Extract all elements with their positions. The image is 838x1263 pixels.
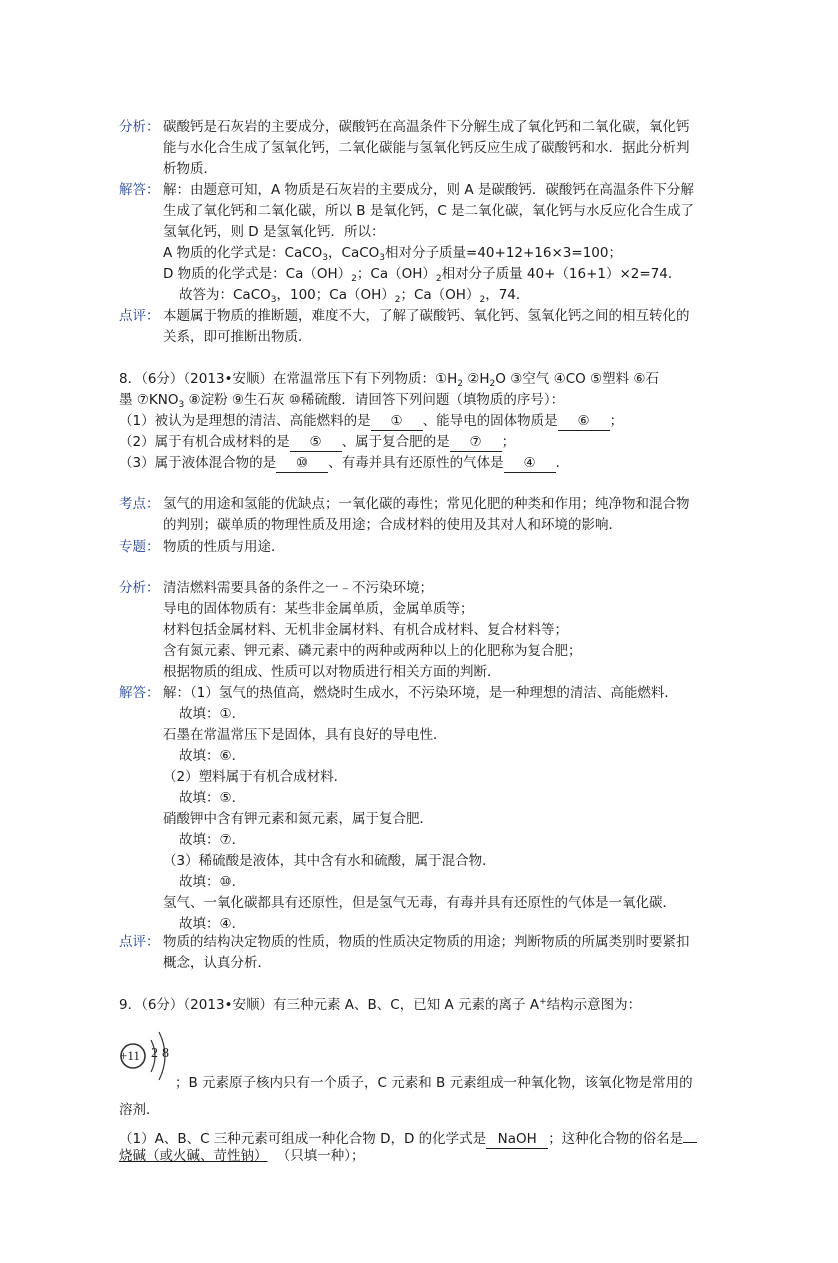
q7-analysis: [119, 117, 719, 180]
shell-1-electrons: 2: [151, 1046, 158, 1061]
answer-blank: NaOH: [486, 1131, 548, 1149]
answer-blank: ⑦: [450, 434, 502, 452]
part-1: （1）A、B、C 三种元素可组成一种化合物 D，D 的化学式是 NaOH ；这种化合物的俗名是: [119, 1125, 739, 1146]
text-line: 清洁燃料需要具备的条件之一﹣不污染环境；: [163, 580, 433, 596]
text-line: 物质的结构决定物质的性质，物质的性质决定物质的用途；判断物质的所属类别时要紧扣: [163, 934, 690, 950]
part-1: （1）被认为是理想的清洁、高能燃料的是 ① 、能导电的固体物质是 ⑥ ；: [119, 413, 624, 429]
text-line: 解：（1）氢气的热值高，燃烧时生成水，不污染环境，是一种理想的清洁、高能燃料．: [163, 685, 678, 701]
text-line: 故填：⑤．: [179, 790, 246, 806]
final-answer-line: 故答为：CaCO$_3$，100；$Ca(OH)_2$；$Ca(OH)_2$，74．: [179, 287, 530, 305]
part-3: （3）属于液体混合物的是 ⑩ 、有毒并具有还原性的气体是 ④ ．: [119, 455, 570, 471]
text-line: 本题属于物质的推断题，难度不大，了解了碳酸钙、氧化钙、氢氧化钙之间的相互转化的: [163, 308, 690, 324]
formula-d-line: D 物质的化学式是：$Ca(OH)_2$；$Ca(OH)_2$相对分子质量 40+（16+1）×2=74．: [163, 266, 682, 284]
q8-kaodian: [119, 494, 719, 536]
text-line: （2）塑料属于有机合成材料．: [163, 769, 348, 785]
text-line: 故填：⑩．: [179, 874, 246, 890]
part-1-continued: 烧碱（或火碱、苛性钠） （只填一种）；: [119, 1148, 365, 1164]
zhuanti-label: 专题：: [119, 539, 160, 555]
text-line: （3）稀硫酸是液体，其中含有水和硫酸，属于混合物．: [163, 853, 496, 869]
question-line: 墨 $⑦KNO_3$ ⑧淀粉 ⑨生石灰 ⑩稀硫酸．请回答下列问题（填物质的序号）：: [119, 392, 565, 410]
text-line: 概念，认真分析．: [163, 955, 271, 971]
atom-structure-diagram: [119, 1020, 179, 1090]
q9-heading: 9．（6分）（2013•安顺）有三种元素 A、B、C，已知 A 元素的离子 A+结构示意图为：: [119, 997, 642, 1013]
text-line: 氢气的用途和氢能的优缺点；一氧化碳的毒性；常见化肥的种类和作用；纯净物和混合物: [163, 496, 690, 512]
text-line: 导电的固体物质有：某些非金属单质，金属单质等；: [163, 601, 474, 617]
text-line: 的判别；碳单质的物理性质及用途；合成材料的使用及其对人和环境的影响．: [163, 517, 622, 533]
answer-blank: ①: [371, 413, 423, 431]
text-line: 故填：⑥．: [179, 748, 246, 764]
analysis-label: 分析：: [119, 119, 160, 135]
text-line: 故填：④．: [179, 916, 246, 932]
q9-after-atom: ；B 元素原子核内只有一个质子，C 元素和 B 元素组成一种氧化物，该氧化物是常用的: [175, 1075, 693, 1091]
text-line: 故填：①．: [179, 706, 246, 722]
answer-label: 解答：: [119, 685, 160, 701]
q7-answer: [119, 180, 719, 306]
answer-blank-tail: [683, 1125, 697, 1143]
text-line: 氢氧化钙，则 D 是氢氧化钙．所以：: [163, 224, 385, 240]
text-line: 溶剂．: [119, 1102, 160, 1118]
text-line: 硝酸钾中含有钾元素和氮元素，属于复合肥．: [163, 811, 433, 827]
q8-answer: [119, 683, 719, 935]
answer-underline: 烧碱（或火碱、苛性钠）: [119, 1148, 268, 1164]
text-line: 生成了氧化钙和二氧化碳，所以 B 是氧化钙，C 是二氧化碳，氧化钙与水反应化合生成了: [163, 203, 695, 219]
q8-analysis: [119, 578, 719, 683]
comment-label: 点评：: [119, 934, 160, 950]
answer-blank: ⑥: [558, 413, 610, 431]
text-line: 氢气、一氧化碳都具有还原性，但是氢气无毒，有毒并具有还原性的气体是一氧化碳．: [163, 895, 676, 911]
formula-a-line: A 物质的化学式是：CaCO$_3$，CaCO$_3$相对分子质量=40+12+16×3=100；: [163, 245, 622, 263]
text-line: 石墨在常温常压下是固体，具有良好的导电性．: [163, 727, 447, 743]
answer-blank: ⑤: [290, 434, 342, 452]
kaodian-label: 考点：: [119, 496, 160, 512]
comment-label: 点评：: [119, 308, 160, 324]
question-heading: 8．（6分）（2013•安顺）在常温常压下有下列物质：$①H_2$ $②H_2O$ ③空气 ④CO ⑤塑料 ⑥石: [119, 371, 660, 389]
nucleus-charge: +11: [120, 1048, 140, 1063]
text-line: 物质的性质与用途．: [163, 539, 285, 555]
q8-comment: [119, 932, 719, 974]
q7-comment: [119, 306, 719, 348]
q8-zhuanti: [119, 537, 719, 558]
text-line: 析物质．: [163, 161, 217, 177]
text-line: 根据物质的组成、性质可以对物质进行相关方面的判断．: [163, 664, 501, 680]
text-line: 能与水化合生成了氢氧化钙，二氧化碳能与氢氧化钙反应生成了碳酸钙和水．据此分析判: [163, 140, 690, 156]
analysis-label: 分析：: [119, 580, 160, 596]
text-line: 关系，即可推断出物质．: [163, 329, 312, 345]
q9-body: [119, 1100, 739, 1167]
shell-2-electrons: 8: [162, 1046, 169, 1061]
q8-question: [119, 369, 739, 474]
answer-blank: ④: [504, 455, 556, 473]
text-line: 含有氮元素、钾元素、磷元素中的两种或两种以上的化肥称为复合肥；: [163, 643, 582, 659]
part-2: （2）属于有机合成材料的是 ⑤ 、属于复合肥的是 ⑦ ；: [119, 434, 516, 450]
text-line: 材料包括金属材料、无机非金属材料、有机合成材料、复合材料等；: [163, 622, 568, 638]
text-line: 解：由题意可知，A 物质是石灰岩的主要成分，则 A 是碳酸钙．碳酸钙在高温条件下分解: [163, 182, 694, 198]
text-line: 故填：⑦．: [179, 832, 246, 848]
answer-label: 解答：: [119, 182, 160, 198]
text-line: 碳酸钙是石灰岩的主要成分，碳酸钙在高温条件下分解生成了氧化钙和二氧化碳，氧化钙: [163, 119, 690, 135]
answer-blank: ⑩: [276, 455, 328, 473]
